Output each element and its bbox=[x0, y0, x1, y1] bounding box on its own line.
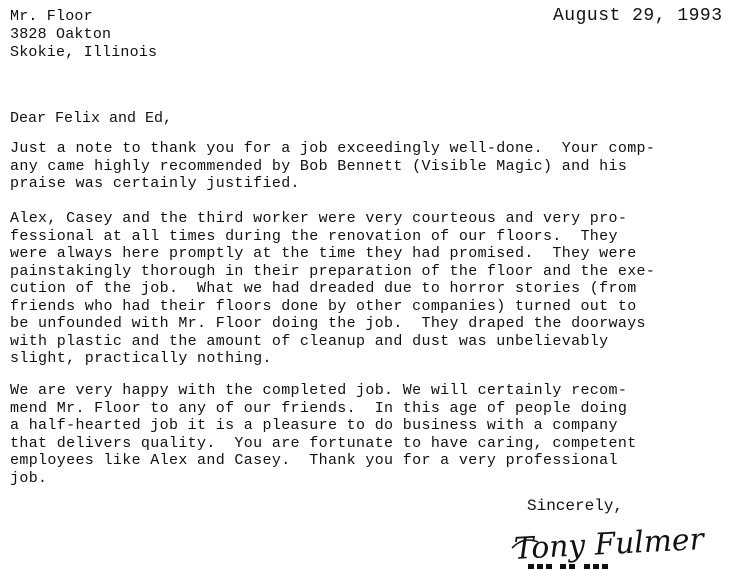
text-line: any came highly recommended by Bob Bennett (Visible Magic) and his bbox=[10, 157, 628, 175]
text-line: slight, practically nothing. bbox=[10, 350, 272, 367]
salutation: Dear Felix and Ed, bbox=[10, 110, 173, 127]
paragraph-3 bbox=[10, 382, 637, 487]
cut-off-text-fragment bbox=[528, 562, 618, 569]
text-line: employees like Alex and Casey. Thank you for a very professional bbox=[10, 452, 618, 469]
handwritten-signature bbox=[508, 518, 718, 568]
text-line: job. bbox=[10, 469, 48, 487]
signature-text: Tony Fulmer bbox=[513, 521, 707, 567]
paragraph-2 bbox=[10, 210, 655, 368]
sender-address bbox=[10, 8, 157, 62]
text-line: praise was certainly justified. bbox=[10, 175, 300, 192]
paragraph-1 bbox=[10, 140, 655, 193]
text-line: mend Mr. Floor to any of our friends. In this age of people doing bbox=[10, 399, 628, 417]
text-line: painstakingly thorough in their preparation of the floor and the exe- bbox=[10, 262, 656, 280]
text-line: a half-hearted job it is a pleasure to do business with a company bbox=[10, 417, 618, 434]
closing: Sincerely, bbox=[527, 497, 624, 515]
text-line: were always here promptly at the time they had promised. They were bbox=[10, 245, 637, 262]
sender-name: Mr. Floor bbox=[10, 8, 93, 25]
text-line: friends who had their floors done by other companies) turned out to bbox=[10, 297, 637, 315]
text-line: that delivers quality. You are fortunate to have caring, competent bbox=[10, 434, 637, 452]
sender-street: 3828 Oakton bbox=[10, 26, 112, 43]
text-line: Just a note to thank you for a job exceedingly well-done. Your comp- bbox=[10, 140, 656, 157]
text-line: Alex, Casey and the third worker were very courteous and very pro- bbox=[10, 210, 628, 227]
text-line: fessional at all times during the renovation of our floors. They bbox=[10, 227, 618, 245]
text-line: We are very happy with the completed job. We will certainly recom- bbox=[10, 382, 628, 399]
letter-date: August 29, 1993 bbox=[553, 6, 723, 26]
sender-city: Skokie, Illinois bbox=[10, 44, 158, 61]
text-line: with plastic and the amount of cleanup and dust was unbelievably bbox=[10, 332, 609, 350]
text-line: be unfounded with Mr. Floor doing the job. They draped the doorways bbox=[10, 315, 646, 332]
text-line: cution of the job. What we had dreaded due to horror stories (from bbox=[10, 280, 637, 297]
